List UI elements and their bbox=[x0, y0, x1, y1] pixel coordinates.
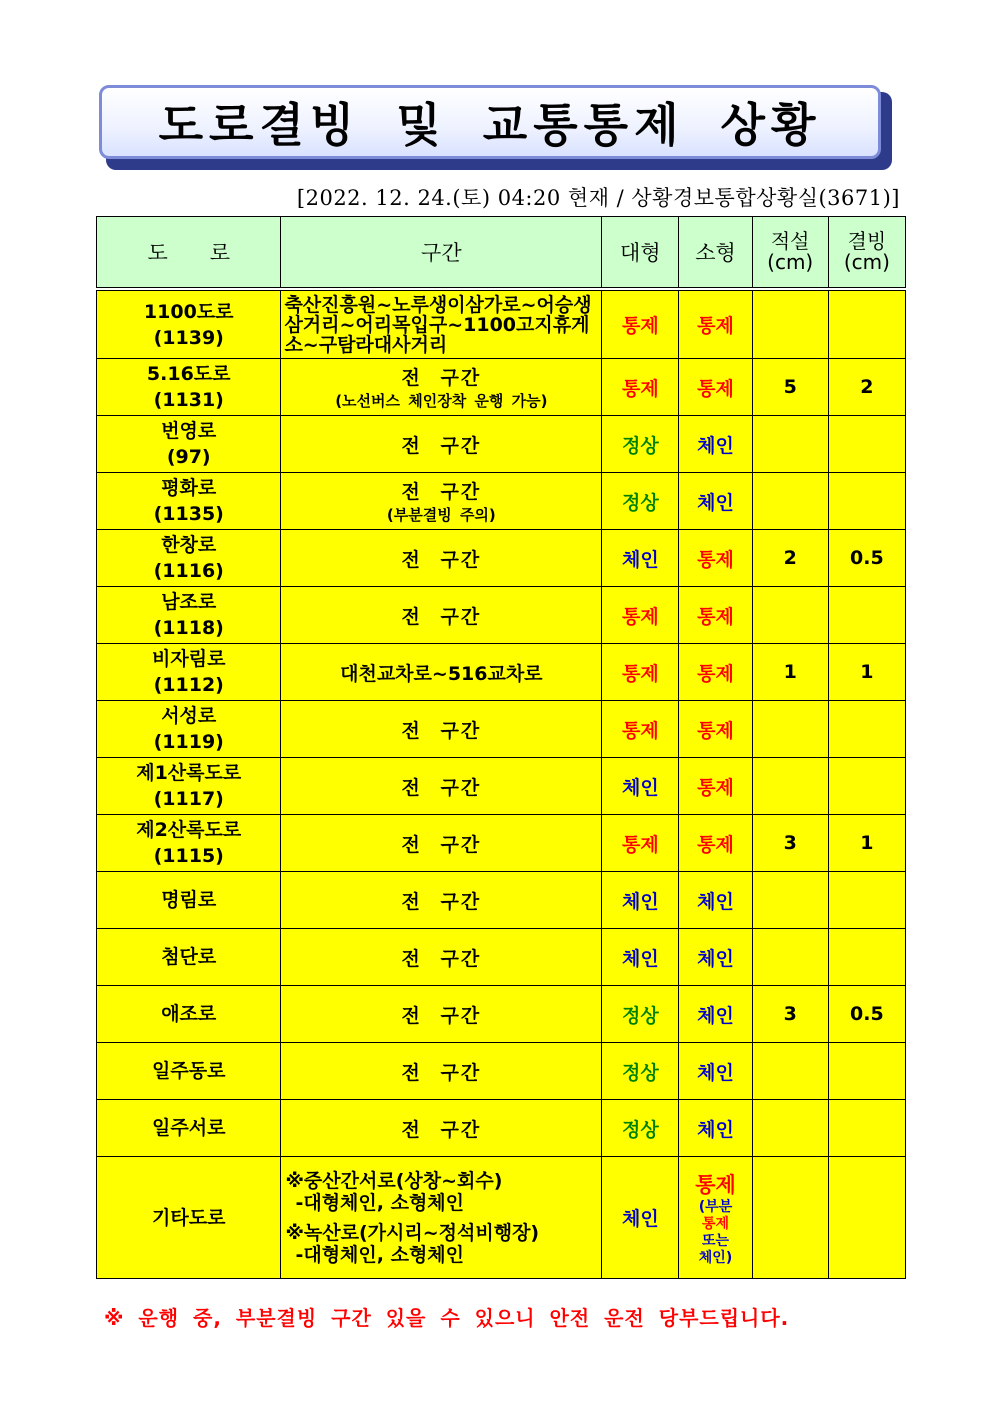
small-vehicle-status: 통제 bbox=[679, 359, 752, 416]
small-vehicle-status: 통제 bbox=[679, 291, 752, 359]
header-section: 구간 bbox=[281, 217, 602, 288]
table-row bbox=[97, 758, 906, 815]
large-vehicle-status: 통제 bbox=[602, 359, 679, 416]
road-name: 번영로 (97) bbox=[97, 416, 281, 473]
large-vehicle-status: 정상 bbox=[602, 473, 679, 530]
table-row bbox=[97, 986, 906, 1043]
large-vehicle-status: 체인 bbox=[602, 758, 679, 815]
section-cell: 전 구간 bbox=[281, 587, 602, 644]
ice-depth: 2 bbox=[828, 359, 905, 416]
table-row bbox=[97, 1043, 906, 1100]
large-vehicle-status: 정상 bbox=[602, 1043, 679, 1100]
table-row bbox=[97, 1100, 906, 1157]
snow-depth: 3 bbox=[752, 986, 828, 1043]
snow-depth bbox=[752, 872, 828, 929]
table-header-row bbox=[97, 217, 906, 288]
road-name: 기타도로 bbox=[97, 1157, 281, 1279]
large-vehicle-status: 체인 bbox=[602, 530, 679, 587]
section-cell: 전 구간 bbox=[281, 872, 602, 929]
header-road: 도 로 bbox=[97, 217, 281, 288]
table-row bbox=[97, 644, 906, 701]
table-row bbox=[97, 587, 906, 644]
ice-depth bbox=[828, 587, 905, 644]
ice-depth bbox=[828, 473, 905, 530]
road-name: 5.16도로 (1131) bbox=[97, 359, 281, 416]
section-cell: 전 구간 bbox=[281, 815, 602, 872]
page-title: 도로결빙 및 교통통제 상황 bbox=[158, 98, 822, 152]
road-code: (1116) bbox=[153, 560, 224, 582]
table-row bbox=[97, 815, 906, 872]
snow-depth bbox=[752, 416, 828, 473]
section-cell: 전 구간 bbox=[281, 416, 602, 473]
large-vehicle-status: 체인 bbox=[602, 929, 679, 986]
table-row bbox=[97, 530, 906, 587]
road-code: (1112) bbox=[153, 674, 224, 696]
small-vehicle-status: 통제 bbox=[679, 587, 752, 644]
snow-depth: 3 bbox=[752, 815, 828, 872]
road-name: 일주서로 bbox=[97, 1100, 281, 1157]
header-small: 소형 bbox=[679, 217, 752, 288]
table-row bbox=[97, 701, 906, 758]
table-row bbox=[97, 473, 906, 530]
section-cell: 전 구간 bbox=[281, 701, 602, 758]
small-vehicle-status: 통제 bbox=[679, 701, 752, 758]
table-row bbox=[97, 291, 906, 359]
ice-depth bbox=[828, 758, 905, 815]
ice-depth bbox=[828, 416, 905, 473]
road-name: 한창로 (1116) bbox=[97, 530, 281, 587]
large-vehicle-status: 체인 bbox=[602, 1157, 679, 1279]
road-code: (1131) bbox=[153, 389, 224, 411]
road-code: (1115) bbox=[153, 845, 224, 867]
section-cell: ※중산간서로(상창~회수) -대형체인, 소형체인 ※녹산로(가시리~정석비행장) -대형체인, 소형체인 bbox=[281, 1157, 602, 1279]
section-cell: 전 구간 bbox=[281, 758, 602, 815]
table-row bbox=[97, 416, 906, 473]
ice-depth bbox=[828, 929, 905, 986]
snow-depth bbox=[752, 758, 828, 815]
header-ice: 결빙 (cm) bbox=[828, 217, 905, 288]
section-cell: 전 구간 bbox=[281, 1100, 602, 1157]
section-cell: 대천교차로~516교차로 bbox=[281, 644, 602, 701]
road-name: 비자림로 (1112) bbox=[97, 644, 281, 701]
large-vehicle-status: 통제 bbox=[602, 587, 679, 644]
large-vehicle-status: 통제 bbox=[602, 291, 679, 359]
small-vehicle-status: 체인 bbox=[679, 1043, 752, 1100]
snow-depth bbox=[752, 473, 828, 530]
small-vehicle-status: 통제 (부분 통제 또는 체인) bbox=[679, 1157, 752, 1279]
road-code: (1119) bbox=[153, 731, 224, 753]
road-name: 제1산록도로 (1117) bbox=[97, 758, 281, 815]
small-vehicle-status: 통제 bbox=[679, 644, 752, 701]
small-vehicle-status: 체인 bbox=[679, 1100, 752, 1157]
road-name: 첨단로 bbox=[97, 929, 281, 986]
ice-depth bbox=[828, 291, 905, 359]
large-vehicle-status: 통제 bbox=[602, 644, 679, 701]
road-code: (1118) bbox=[153, 617, 224, 639]
small-vehicle-status: 체인 bbox=[679, 929, 752, 986]
road-code: (1117) bbox=[153, 788, 224, 810]
road-code: (1139) bbox=[153, 326, 224, 349]
header-snow: 적설 (cm) bbox=[752, 217, 828, 288]
snow-depth bbox=[752, 291, 828, 359]
section-cell: 축산진흥원~노루생이삼가로~어승생삼거리~어리목입구~1100고지휴게소~구탐라대사거리 bbox=[281, 291, 602, 359]
section-cell: 전 구간 bbox=[281, 1043, 602, 1100]
table-row bbox=[97, 929, 906, 986]
large-vehicle-status: 통제 bbox=[602, 701, 679, 758]
road-name: 서성로 (1119) bbox=[97, 701, 281, 758]
road-name: 애조로 bbox=[97, 986, 281, 1043]
large-vehicle-status: 체인 bbox=[602, 872, 679, 929]
section-cell: 전 구간 bbox=[281, 929, 602, 986]
title-box bbox=[99, 85, 881, 159]
table-row bbox=[97, 359, 906, 416]
small-vehicle-status: 체인 bbox=[679, 872, 752, 929]
road-status-table bbox=[96, 216, 906, 1279]
small-vehicle-status: 체인 bbox=[679, 986, 752, 1043]
table-body bbox=[97, 291, 906, 1157]
large-vehicle-status: 정상 bbox=[602, 1100, 679, 1157]
snow-depth bbox=[752, 587, 828, 644]
road-code: (97) bbox=[166, 446, 211, 468]
ice-depth bbox=[828, 1043, 905, 1100]
road-name: 명림로 bbox=[97, 872, 281, 929]
header-large: 대형 bbox=[602, 217, 679, 288]
ice-depth bbox=[828, 1100, 905, 1157]
ice-depth bbox=[828, 1157, 905, 1279]
small-vehicle-status: 체인 bbox=[679, 416, 752, 473]
ice-depth bbox=[828, 872, 905, 929]
section-cell: 전 구간 bbox=[281, 986, 602, 1043]
table-row bbox=[97, 872, 906, 929]
section-cell: 전 구간 (부분결빙 주의) bbox=[281, 473, 602, 530]
section-cell: 전 구간 (노선버스 체인장착 운행 가능) bbox=[281, 359, 602, 416]
ice-depth: 0.5 bbox=[828, 986, 905, 1043]
snow-depth bbox=[752, 929, 828, 986]
small-vehicle-status: 체인 bbox=[679, 473, 752, 530]
table-row-other bbox=[97, 1157, 906, 1279]
ice-depth: 0.5 bbox=[828, 530, 905, 587]
road-name: 일주동로 bbox=[97, 1043, 281, 1100]
snow-depth: 5 bbox=[752, 359, 828, 416]
road-name: 평화로 (1135) bbox=[97, 473, 281, 530]
report-timestamp: [2022. 12. 24.(토) 04:20 현재 / 상황경보통합상황실(3671)] bbox=[296, 186, 900, 210]
ice-depth: 1 bbox=[828, 644, 905, 701]
section-cell: 전 구간 bbox=[281, 530, 602, 587]
snow-depth bbox=[752, 1043, 828, 1100]
large-vehicle-status: 정상 bbox=[602, 416, 679, 473]
road-name: 1100도로 (1139) bbox=[97, 291, 281, 359]
footnote: ※ 운행 중, 부분결빙 구간 있을 수 있으니 안전 운전 당부드립니다. bbox=[104, 1306, 790, 1330]
ice-depth: 1 bbox=[828, 815, 905, 872]
small-vehicle-status: 통제 bbox=[679, 758, 752, 815]
small-vehicle-status: 통제 bbox=[679, 815, 752, 872]
snow-depth: 2 bbox=[752, 530, 828, 587]
snow-depth bbox=[752, 1157, 828, 1279]
large-vehicle-status: 정상 bbox=[602, 986, 679, 1043]
snow-depth bbox=[752, 701, 828, 758]
road-name: 남조로 (1118) bbox=[97, 587, 281, 644]
small-vehicle-status: 통제 bbox=[679, 530, 752, 587]
large-vehicle-status: 통제 bbox=[602, 815, 679, 872]
snow-depth bbox=[752, 1100, 828, 1157]
road-code: (1135) bbox=[153, 503, 224, 525]
ice-depth bbox=[828, 701, 905, 758]
snow-depth: 1 bbox=[752, 644, 828, 701]
road-name: 제2산록도로 (1115) bbox=[97, 815, 281, 872]
